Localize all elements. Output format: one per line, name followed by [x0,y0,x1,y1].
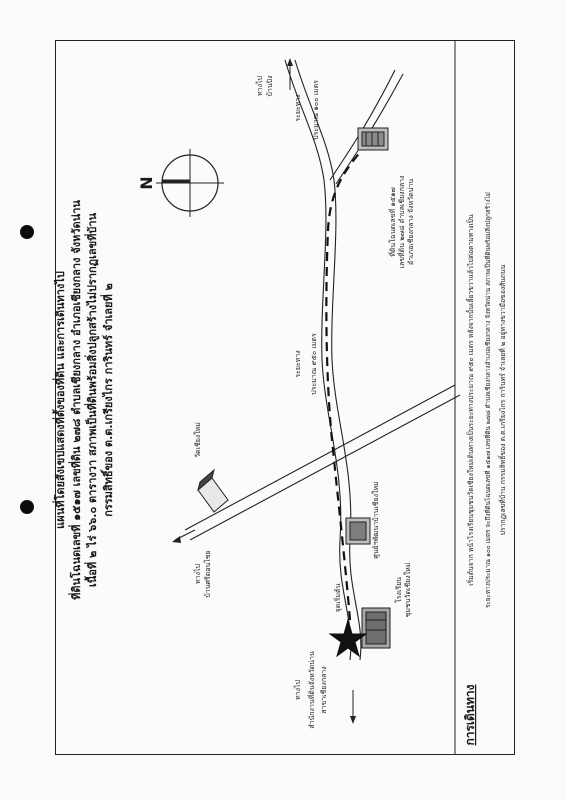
label-to-banping: ทางไป [256,76,264,96]
label-school-line-1: โรงเรียน [395,577,403,603]
compass-north-letter: N [137,176,156,190]
temple-building-icon [198,470,228,512]
school-building-icon [362,608,390,648]
community-center-building-icon [346,518,370,544]
label-land-line-1: ที่ดินโฉนดเลขที่ ๑๕๑๗ [389,187,397,257]
label-start-point: จุดเริ่มต้น [334,583,342,613]
label-community-center: ศูนย์ฯพัฒนาบ้านเชียงใหม่ [372,481,380,559]
arrow-to-banping-icon [287,58,293,90]
route-dashed-line [326,150,362,620]
label-phrao-place: บ้านศรีดอนไชย [204,550,212,598]
label-school-line-2: ชุมชนวัดเชียงใหม่ [404,562,412,618]
target-land-building-icon [358,128,388,150]
label-banping-place: บ้านปิง [266,75,274,97]
directions-heading: การเดินทาง [463,684,477,746]
directions-line-1: เริ่มต้นจาก หน้าโรงเรียนชุมชนวัดเชียงใหม่เดินทางเป็นระยะทางประมาณ ๙๕๐ เมตร หลังจากนั้นเลี้ยวขวาแล้วไปต่อตามทางเป็น [467,214,475,586]
branch-road [330,70,403,184]
label-district-line-1: สำนักงานที่ดินจังหวัดน่าน [308,651,316,729]
title-line-3: เนื้อที่ ๒ ไร่ ๖๖.๐ ตารางวา สภาพเป็นที่ดินพร้อมสิ่งปลูกสร้างไม่ปรากฏเลขที่บ้าน [86,212,99,588]
arrow-to-phrao-icon [172,530,195,543]
compass-icon [137,149,224,217]
label-distance-100-value: ประมาณ ๑๐๐ เมตร [312,80,320,140]
title-line-4: กรรมสิทธิ์ของ ต.ต.เกรียงไกร การินทร์ จำเลยที่ ๒ [102,283,115,517]
label-distance-950-prefix: ระยะทาง [294,350,302,378]
label-land-line-2: เลขที่ดิน ๒๗๘ ตำบลเชียงกลาง [398,175,406,269]
label-to-district: ทางไป [294,680,302,700]
label-district-line-2: สาขาเชียงกลาง [320,666,328,714]
title-line-2: ที่ดินโฉนดเลขที่ ๑๕๑๗ เลขที่ดิน ๒๗๘ ตำบลเชียงกลาง อำเภอเชียงกลาง จังหวัดน่าน [70,200,83,600]
label-land-line-3: อำเภอเชียงกลาง จังหวัดน่าน [407,178,415,266]
directions-line-2: ระยะทางประมาณ ๑๐๐ เมตร จะถึงที่ดินโฉนดเลขที่ ๑๕๑๗ เลขที่ดิน ๒๗๘ ตำบลเชียงกลางอำเภอเชียงกลาง จังหวัดน่าน สภาพเป็นที่ดินพร้อมสิ่งปลูกสร้างไม่ [485,192,492,608]
label-to-phrao: ทางไป [194,564,202,584]
label-distance-950-value: ประมาณ ๙๕๐ เมตร [310,333,318,395]
label-temple: วัดเชียงใหม่ [194,422,202,458]
directions-line-3: ปรากฏเลขที่บ้าน กรรมสิทธิ์ของ ต.ต.เกรียงไกร การินทร์ จำเลยที่ ๒ อยู่ทางขวามือของสันถนน [499,264,507,536]
label-distance-100-prefix: ระยะทาง [294,94,302,122]
crossing-road [185,385,460,540]
title-line-1: แผนที่โดยสังเขปแสดงที่ตั้งของที่ดิน และการเดินทางไป [54,271,67,529]
arrow-to-district-icon [350,690,356,724]
title-block [52,200,115,600]
directions-block [463,192,507,745]
